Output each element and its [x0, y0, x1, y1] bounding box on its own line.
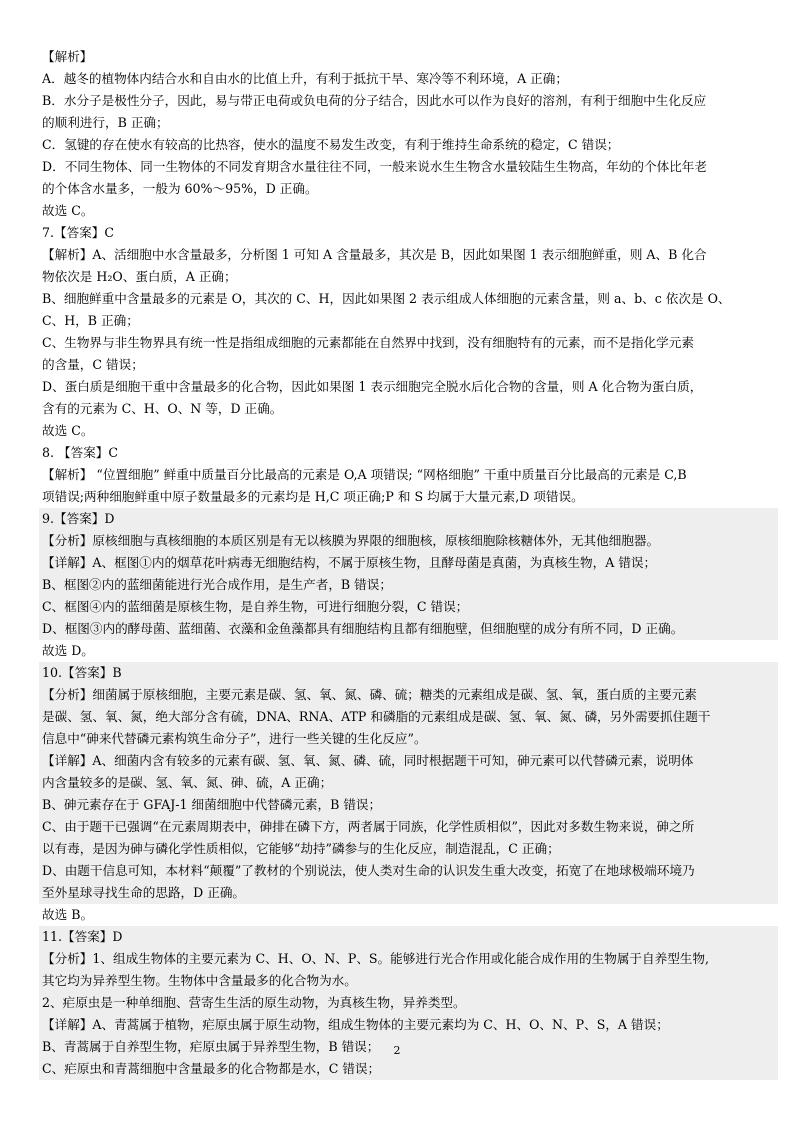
text-line: 含有的元素为 C、H、O、N 等，D 正确。: [42, 401, 283, 416]
text-line: 至外星球寻找生命的思路，D 正确。: [39, 882, 778, 904]
text-line: 7.【答案】C: [42, 225, 115, 240]
text-line: 9.【答案】D: [39, 508, 778, 530]
text-line: 10.【答案】B: [39, 662, 778, 684]
text-line: C．氢键的存在使水有较高的比热容，使水的温度不易发生改变，有利于维持生命系统的稳定，C 错误；: [42, 137, 620, 152]
text-line: D、蛋白质是细胞干重中含量最多的化合物，因此如果图 1 表示细胞完全脱水后化合物的含量，则 A 化合物为蛋白质，: [42, 379, 703, 394]
text-line: C、疟原虫和青蒿细胞中含量最多的化合物都是水，C 错误；: [39, 1058, 778, 1080]
text-line: 内含量较多的是碳、氢、氧、氮、砷、硫，A 正确；: [39, 772, 778, 794]
text-line: 【详解】A、框图①内的烟草花叶病毒无细胞结构，不属于原核生物，且酵母菌是真菌，为真核生物，A 错误；: [39, 552, 778, 574]
text-line: 【分析】1、组成生物体的主要元素为 C、H、O、N、P、S。能够进行光合作用或化能合成作用的生物属于自养型生物,: [39, 948, 778, 970]
text-line: 【解析】: [42, 49, 93, 64]
text-line: 2、疟原虫是一种单细胞、营寄生生活的原生动物，为真核生物，异养类型。: [39, 992, 778, 1014]
text-line: B、框图②内的蓝细菌能进行光合成作用，是生产者，B 错误；: [39, 574, 778, 596]
text-line: B、细胞鲜重中含量最多的元素是 O，其次的 C、H，因此如果图 2 表示组成人体细胞的元素含量，则 a、b、c 依次是 O、: [42, 291, 731, 306]
text-line: B、青蒿属于自养型生物，疟原虫属于异养型生物，B 错误；: [39, 1036, 778, 1058]
text-line: D、由题干信息可知，本材料“颠覆”了教材的个别说法，使人类对生命的认识发生重大改变，拓宽了在地球极端环境乃: [39, 860, 778, 882]
text-line: 【详解】A、细菌内含有较多的元素有碳、氢、氧、氮、磷、硫，同时根据题干可知，砷元素可以代替磷元素，说明体: [39, 750, 778, 772]
text-line: 故选 D。: [42, 643, 94, 658]
text-line: 的含量，C 错误；: [42, 357, 144, 372]
text-line: D．不同生物体、同一生物体的不同发育期含水量往往不同，一般来说水生生物含水量较陆生生物高，年幼的个体比年老: [42, 159, 707, 174]
text-line: 故选 C。: [42, 203, 94, 218]
text-line: C、生物界与非生物界具有统一性是指组成细胞的元素都能在自然界中找到，没有细胞特有的元素，而不是指化学元素: [42, 335, 694, 350]
text-line: D、框图③内的酵母菌、蓝细菌、衣藻和金鱼藻都具有细胞结构且都有细胞壁，但细胞壁的成分有所不同，D 正确。: [39, 618, 778, 640]
text-line: 是碳、氢、氧、氮，绝大部分含有硫，DNA、RNA、ATP 和磷脂的元素组成是碳、氢、氧、氮、磷，另外需要抓住题干: [39, 706, 778, 728]
text-line: B．水分子是极性分子，因此，易与带正电荷或负电荷的分子结合，因此水可以作为良好的溶剂，有利于细胞中生化反应: [42, 93, 707, 108]
page-number: 2: [393, 1044, 401, 1057]
text-line: 的个体含水量多，一般为 60%～95%，D 正确。: [42, 181, 318, 196]
text-line: 【解析】 “位置细胞” 鲜重中质量百分比最高的元素是 O,A 项错误; “网格细胞” 干重中质量百分比最高的元素是 C,B: [42, 467, 687, 482]
text-line: 【解析】A、活细胞中水含量最多，分析图 1 可知 A 含量最多，其次是 B，因此如果图 1 表示细胞鲜重，则 A、B 化合: [42, 247, 707, 262]
text-line: 物依次是 H₂O、蛋白质，A 正确；: [42, 269, 237, 284]
document-body: [42, 46, 778, 1080]
text-line: A．越冬的植物体内结合水和自由水的比值上升，有利于抵抗干旱、寒冷等不利环境，A 正确；: [42, 71, 568, 86]
text-line: 8. 【答案】C: [42, 445, 119, 460]
text-line: 11.【答案】D: [39, 926, 778, 948]
text-line: C、由于题干已强调“在元素周期表中，砷排在磷下方，两者属于同族，化学性质相似”，因此对多数生物来说，砷之所: [39, 816, 778, 838]
text-line: 【分析】细菌属于原核细胞，主要元素是碳、氢、氧、氮、磷、硫；糖类的元素组成是碳、氢、氧，蛋白质的主要元素: [39, 684, 778, 706]
text-line: C、框图④内的蓝细菌是原核生物，是自养生物，可进行细胞分裂，C 错误；: [39, 596, 778, 618]
text-line: 故选 C。: [42, 423, 94, 438]
text-line: 项错误;两种细胞鲜重中原子数量最多的元素均是 H,C 项正确;P 和 S 均属于大量元素,D 项错误。: [42, 489, 584, 504]
text-line: 信息中“砷来代替磷元素构筑生命分子”，进行一些关键的生化反应”。: [39, 728, 778, 750]
text-line: 其它均为异养型生物。生物体中含量最多的化合物为水。: [39, 970, 778, 992]
text-line: 【详解】A、青蒿属于植物，疟原虫属于原生动物，组成生物体的主要元素均为 C、H、O、N、P、S，A 错误；: [39, 1014, 778, 1036]
text-line: B、砷元素存在于 GFAJ-1 细菌细胞中代替磷元素，B 错误；: [39, 794, 778, 816]
text-line: 的顺利进行，B 正确；: [42, 115, 169, 130]
text-line: 【分析】原核细胞与真核细胞的本质区别是有无以核膜为界限的细胞核，原核细胞除核糖体外，无其他细胞器。: [39, 530, 778, 552]
text-line: C、H，B 正确；: [42, 313, 139, 328]
text-line: 故选 B。: [42, 907, 94, 922]
text-line: 以有毒，是因为砷与磷化学性质相似，它能够“劫持”磷参与的生化反应，制造混乱，C 正确；: [39, 838, 778, 860]
